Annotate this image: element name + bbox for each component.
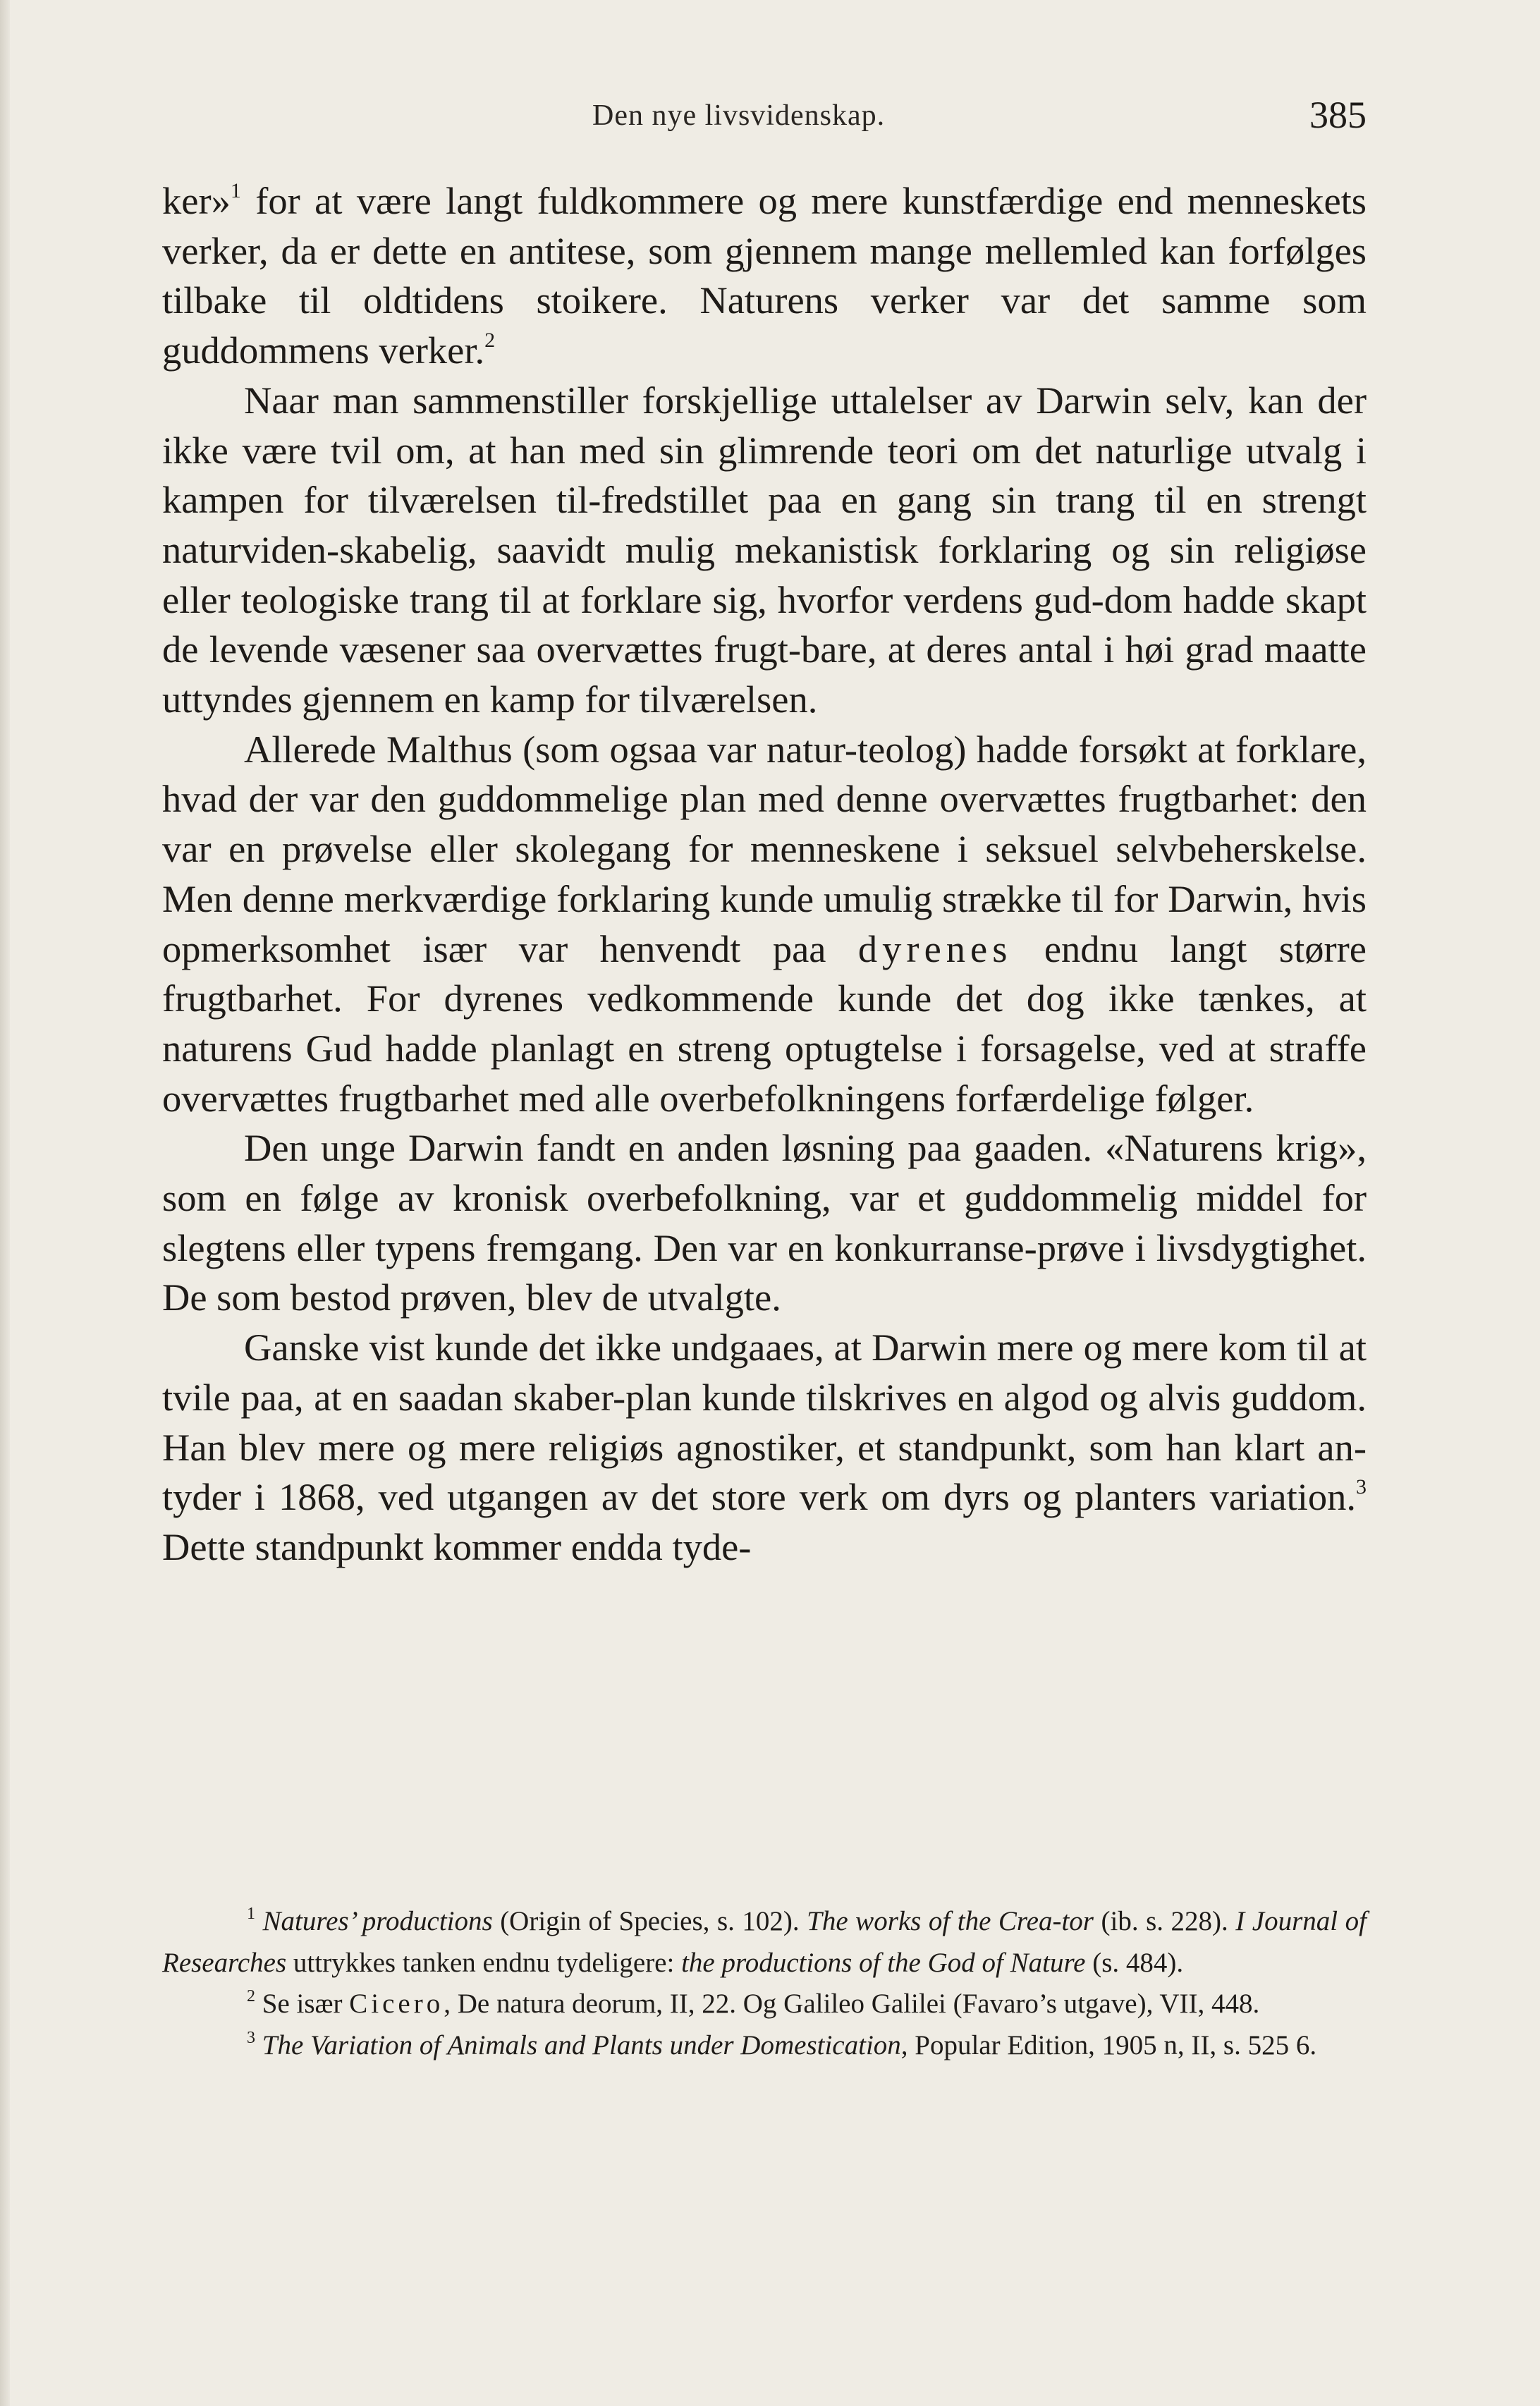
text-run: ker» <box>162 179 231 222</box>
footnote-ref: 2 <box>484 328 496 352</box>
footnote-ref: 3 <box>1356 1475 1367 1499</box>
text-run: Allerede Malthus (som ogsaa var natur-teolog) hadde forsøkt at forklare, hvad der var den guddommelige plan med denne overvættes frugtbarhet: den var en prøvelse eller skolegang for menneskene i seksuel selvbeherskelse. Men denne merkværdige forklaring kunde umulig strække til for Darwin, hvis opmerksomhet især var henvendt paa <box>162 727 1367 970</box>
spaced-emphasis: dyrenes <box>857 927 1013 970</box>
footnote-3 <box>162 2025 1367 2067</box>
italic-title: Natures’ productions <box>262 1906 493 1936</box>
text-run: Dette standpunkt kommer endda tyde- <box>162 1525 752 1568</box>
text-run: endnu langt større frugtbarhet. For dyrenes vedkommende kunde det dog ikke tænkes, at naturens Gud hadde planlagt en streng optugtelse i forsagelse, ved at straffe overvættes frugtbarhet med alle overbefolkningens forfærdelige følger. <box>162 927 1367 1120</box>
text-run: uttrykkes tanken endnu tydeligere: <box>286 1947 682 1978</box>
spaced-emphasis: Cicero <box>349 1989 444 2019</box>
italic-title: I Journal of Researches <box>162 1906 1367 1978</box>
running-title: Den nye livsvidenskap. <box>592 99 886 132</box>
footnote-1 <box>162 1901 1367 1984</box>
paragraph <box>162 725 1367 1124</box>
page-binding-edge <box>0 0 10 2406</box>
text-run: (s. 484). <box>1085 1947 1184 1978</box>
footnote-ref: 1 <box>230 178 241 202</box>
italic-title: The Variation of Animals and Plants under Domestication, <box>262 2029 908 2060</box>
page-header <box>162 93 1367 144</box>
text-run: (ib. s. 228). <box>1093 1906 1236 1936</box>
text-run: for at være langt fuldkommere og mere kunstfærdige end menneskets verker, da er dette en antitese, som gjennem mange mellemled kan forfølges tilbake til oldtidens stoikere. Naturens verker var det samme som guddommens verker. <box>162 179 1367 372</box>
text-run: Popular Edition, 1905 n, II, s. 525 6. <box>908 2029 1317 2060</box>
body-text <box>162 176 1367 1573</box>
footnote-number: 3 <box>247 2028 255 2047</box>
footnote-number: 1 <box>247 1905 255 1923</box>
footnotes <box>162 1901 1367 2066</box>
paragraph <box>162 1323 1367 1573</box>
footnote-number: 2 <box>247 1987 255 2005</box>
paragraph: Naar man sammenstiller forskjellige uttalelser av Darwin selv, kan der ikke være tvil om, at han med sin glimrende teori om det naturlige utvalg i kampen for tilværelsen til-fredstillet paa en gang sin trang til en strengt naturviden-skabelig, saavidt mulig mekanistisk forklaring og sin religiøse eller teologiske trang til at forklare sig, hvorfor verdens gud-dom hadde skapt de levende væsener saa overvættes frugt-bare, at deres antal i høi grad maatte uttyndes gjennem en kamp for tilværelsen. <box>162 378 1367 721</box>
footnote-2 <box>162 1984 1367 2025</box>
paragraph-continued <box>162 176 1367 376</box>
page-number: 385 <box>1309 94 1367 136</box>
italic-title: The works of the Crea-tor <box>807 1906 1094 1936</box>
text-run: Se især <box>255 1989 350 2019</box>
paragraph: Den unge Darwin fandt en anden løsning paa gaaden. «Naturens krig», som en følge av kronisk overbefolkning, var et guddommelig middel for slegtens eller typens fremgang. Den var en konkurranse-prøve i livsdygtighet. De som bestod prøven, blev de utvalgte. <box>162 1126 1367 1319</box>
text-run: Ganske vist kunde det ikke undgaaes, at Darwin mere og mere kom til at tvile paa, at en saadan skaber-plan kunde tilskrives en algod og alvis guddom. Han blev mere og mere religiøs agnostiker, et standpunkt, som han klart an-tyder i 1868, ved utgangen av det store verk om dyrs og planters variation. <box>162 1326 1367 1519</box>
text-run: , De natura deorum, II, 22. Og Galileo Galilei (Favaro’s utgave), VII, 448. <box>444 1989 1260 2019</box>
text-run: (Origin of Species, s. 102). <box>492 1906 807 1936</box>
italic-title: the productions of the God of Nature <box>681 1947 1086 1978</box>
